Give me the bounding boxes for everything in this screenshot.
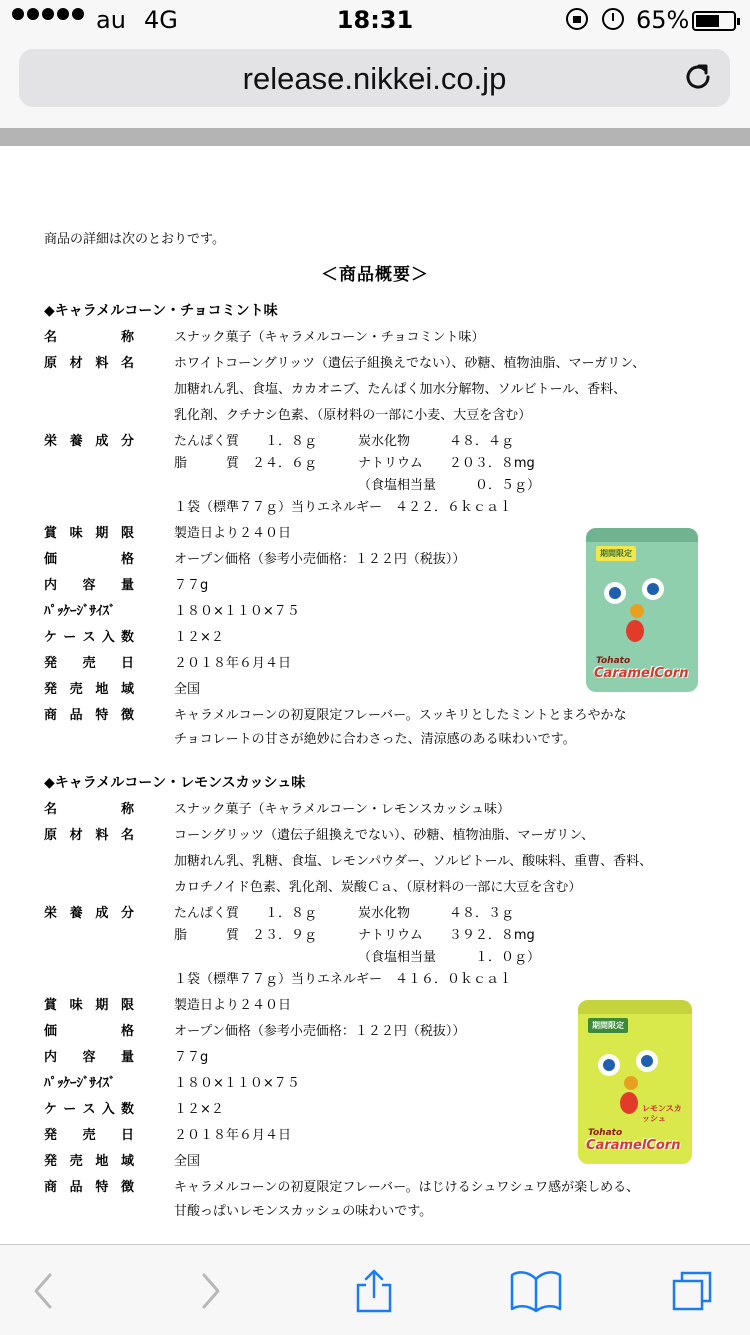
nutrition-protein: たんぱく質 １．８ｇ [174, 434, 318, 449]
spec-value: 製造日より２４０日 [174, 998, 292, 1013]
spec-value: カロチノイド色素、乳化剤、炭酸Ｃａ、（原材料の一部に大豆を含む） [174, 880, 582, 895]
package-brand: Tohato [588, 1128, 623, 1138]
spec-label: 発 売 日 [44, 1128, 134, 1143]
package-brand: Tohato [596, 656, 631, 666]
spec-label: 発 売 地 域 [44, 682, 134, 697]
spec-label: 原 材 料 名 [44, 828, 134, 843]
spec-value: 乳化剤、クチナシ色素、（原材料の一部に小麦、大豆を含む） [174, 408, 532, 423]
spec-value: スナック菓子（キャラメルコーン・チョコミント味） [174, 330, 485, 345]
spec-label: 内 容 量 [44, 1050, 134, 1065]
alarm-icon [602, 8, 624, 30]
carrier-name: au [96, 6, 126, 34]
tabs-icon[interactable] [668, 1267, 716, 1315]
address-bar-area [0, 40, 750, 128]
nutrition-fat: 脂 質 ２４．６ｇ [174, 456, 318, 471]
clock: 18:31 [336, 6, 414, 34]
nutrition-protein: たんぱく質 １．８ｇ [174, 906, 318, 921]
spec-value: ２０１８年６月４日 [174, 656, 292, 671]
forward-icon[interactable] [186, 1267, 234, 1315]
spec-value: スナック菓子（キャラメルコーン・レモンスカッシュ味） [174, 802, 511, 817]
nutrition-carbs: 炭水化物 ４８．３ｇ [358, 906, 515, 921]
spec-value: １２×２ [174, 630, 224, 645]
spec-value: 加糖れん乳、乳糖、食塩、レモンパウダー、ソルビトール、酸味料、重曹、香料、 [174, 854, 653, 869]
spec-label: 商 品 特 徴 [44, 1180, 134, 1195]
product-title: ◆キャラメルコーン・レモンスカッシュ味 [44, 775, 306, 791]
spec-label: 賞 味 期 限 [44, 998, 134, 1013]
page-content [0, 146, 750, 1244]
spec-label: 名 称 [44, 330, 134, 345]
nutrition-energy: １袋（標準７７ｇ）当りエネルギー ４２２．６ｋｃａｌ [174, 500, 513, 515]
network-type: 4G [144, 6, 178, 34]
nutrition-salt: （食塩相当量 １．０ｇ） [358, 950, 541, 965]
spec-label: 原 材 料 名 [44, 356, 134, 371]
browser-toolbar [0, 1244, 750, 1335]
nutrition-salt: （食塩相当量 ０．５ｇ） [358, 478, 541, 493]
battery-percent: 65% [636, 6, 690, 34]
spec-value: １２×２ [174, 1102, 224, 1117]
page-top-border [0, 128, 750, 146]
spec-label: 栄 養 成 分 [44, 906, 134, 921]
product-package-image [578, 1000, 692, 1164]
product-package-image [586, 528, 698, 692]
spec-value: ２０１８年６月４日 [174, 1128, 292, 1143]
spec-value: ７７g [174, 578, 209, 593]
package-flavor-label: レモンスカッシュ [642, 1104, 682, 1123]
page-heading: ＜商品概要＞ [321, 265, 429, 285]
spec-value: キャラメルコーンの初夏限定フレーバー。はじけるシュワシュワ感が楽しめる、 [174, 1180, 640, 1195]
spec-value: チョコレートの甘さが絶妙に合わさった、清涼感のある味わいです。 [174, 732, 576, 747]
spec-label: 価 格 [44, 1024, 134, 1039]
spec-label: ケ ー ス 入 数 [44, 1102, 134, 1117]
spec-value: ホワイトコーングリッツ（遺伝子組換えでない）、砂糖、植物油脂、マーガリン、 [174, 356, 646, 371]
product-title: ◆キャラメルコーン・チョコミント味 [44, 303, 278, 319]
spec-value: コーングリッツ（遺伝子組換えでない）、砂糖、植物油脂、マーガリン、 [174, 828, 595, 843]
nutrition-energy: １袋（標準７７ｇ）当りエネルギー ４１６．０ｋｃａｌ [174, 972, 513, 987]
spec-value: 甘酸っぱいレモンスカッシュの味わいです。 [174, 1204, 433, 1219]
nutrition-carbs: 炭水化物 ４８．４ｇ [358, 434, 515, 449]
package-badge: 期間限定 [596, 546, 636, 561]
spec-value: キャラメルコーンの初夏限定フレーバー。スッキリとしたミントとまろやかな [174, 708, 627, 723]
address-bar[interactable] [19, 49, 730, 107]
nutrition-sodium: ナトリウム ３９２．８mg [358, 928, 535, 943]
spec-label: ﾊﾟｯｹｰｼﾞｻｲｽﾞ [44, 604, 116, 619]
spec-label: ケ ー ス 入 数 [44, 630, 134, 645]
nutrition-fat: 脂 質 ２３．９ｇ [174, 928, 318, 943]
spec-value: 全国 [174, 1154, 201, 1169]
spec-label: 栄 養 成 分 [44, 434, 134, 449]
nutrition-sodium: ナトリウム ２０３．８mg [358, 456, 535, 471]
spec-label: 価 格 [44, 552, 134, 567]
spec-value: 製造日より２４０日 [174, 526, 292, 541]
package-logo: CaramelCorn [586, 1138, 681, 1153]
spec-label: 発 売 日 [44, 656, 134, 671]
spec-value: １８０×１１０×７５ [174, 604, 300, 619]
spec-label: 発 売 地 域 [44, 1154, 134, 1169]
spec-value: 全国 [174, 682, 201, 697]
package-logo: CaramelCorn [594, 666, 689, 681]
back-icon[interactable] [20, 1267, 68, 1315]
spec-label: 商 品 特 徴 [44, 708, 134, 723]
spec-value: ７７g [174, 1050, 209, 1065]
spec-value: １８０×１１０×７５ [174, 1076, 300, 1091]
reload-icon[interactable] [682, 61, 714, 93]
bookmarks-icon[interactable] [508, 1267, 564, 1315]
intro-text: 商品の詳細は次のとおりです。 [44, 232, 225, 247]
battery-icon [692, 11, 736, 31]
orientation-lock-icon [566, 8, 588, 30]
package-badge: 期間限定 [588, 1018, 628, 1033]
url-text[interactable]: release.nikkei.co.jp [242, 61, 507, 96]
spec-value: 加糖れん乳、食塩、カカオニブ、たんぱく加水分解物、ソルビトール、香料、 [174, 382, 627, 397]
spec-label: ﾊﾟｯｹｰｼﾞｻｲｽﾞ [44, 1076, 116, 1091]
status-bar [0, 0, 750, 40]
spec-value: オープン価格（参考小売価格：１２２円（税抜）） [174, 552, 466, 567]
spec-value: オープン価格（参考小売価格：１２２円（税抜）） [174, 1024, 466, 1039]
share-icon[interactable] [350, 1267, 398, 1315]
spec-label: 名 称 [44, 802, 134, 817]
spec-label: 賞 味 期 限 [44, 526, 134, 541]
spec-label: 内 容 量 [44, 578, 134, 593]
